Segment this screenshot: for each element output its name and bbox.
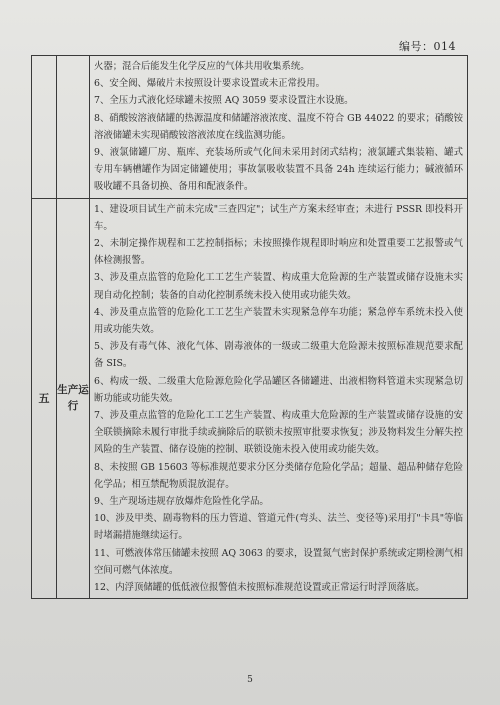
page-number: 5	[247, 675, 253, 685]
table-row	[32, 198, 468, 599]
section-category-cell: 生产运行	[57, 198, 90, 599]
section-number-cell: 五	[32, 198, 57, 599]
list-item: 12、内浮顶储罐的低低液位报警值未按照标准规范设置或正常运行时浮顶落底。	[94, 582, 425, 594]
list-item: 11、可燃液体常压储罐未按照 AQ 3063 的要求，设置氮气密封保护系统或定期检测气相空间可燃气体浓度。	[94, 547, 463, 576]
section-items-cell	[90, 198, 468, 599]
list-item: 9、液氯储罐厂房、瓶库、充装场所或气化间未采用封闭式结构；液氯罐式集装箱、罐式专用车辆槽罐作为固定储罐使用；事故氯吸收装置不具备 24h 连续运行能力；碱液循环吸收罐不具备切换、备用和配液条件。	[94, 147, 463, 193]
list-item: 8、硝酸铵溶液储罐的热源温度和储罐溶液浓度、温度不符合 GB 44022 的要求；硝酸铵溶液储罐未实现硝酸铵溶液浓度在线监测功能。	[94, 112, 463, 141]
section-category-cell	[57, 56, 90, 199]
list-item: 9、生产现场违规存放爆炸危险性化学品。	[94, 496, 269, 508]
list-item: 1、建设项目试生产前未完成"三查四定"；试生产方案未经审查；未进行 PSSR 即投料开车。	[94, 203, 463, 232]
list-item: 7、全压力式液化烃球罐未按照 AQ 3059 要求设置注水设施。	[94, 95, 354, 107]
list-item: 5、涉及有毒气体、液化气体、剧毒液体的一级或二级重大危险源未按照标准规范要求配备 SIS。	[94, 341, 463, 370]
list-item: 2、未制定操作规程和工艺控制指标；未按照操作规程即时响应和处置重要工艺报警或气体检测报警。	[94, 238, 463, 267]
list-item: 4、涉及重点监管的危险化工工艺生产装置未实现紧急停车功能；紧急停车系统未投入使用或功能失效。	[94, 306, 463, 336]
table-row	[32, 56, 468, 199]
list-item: 6、构成一级、二级重大危险源危险化学品罐区各储罐进、出液相物料管道未实现紧急切断功能或功能失效。	[94, 375, 463, 404]
list-item: 火器；混合后能发生化学反应的气体共用收集系统。	[94, 61, 310, 72]
list-item: 10、涉及甲类、剧毒物料的压力管道、管道元件(弯头、法兰、变径等)采用打"卡具"等临时堵漏措施继续运行。	[94, 513, 463, 542]
list-item: 7、涉及重点监管的危险化工工艺生产装置、构成重大危险源的生产装置或储存设施的安全联锁摘除未履行审批手续或摘除后的联锁未按照审批要求恢复；涉及物料发生分解失控风险的生产装置、储存设施的控制、联锁设施未投入使用或功能失效。	[94, 410, 463, 456]
document-number: 编号：014	[399, 40, 456, 53]
section-items-cell	[90, 56, 468, 199]
section-number-cell	[32, 56, 57, 199]
hazard-criteria-table	[31, 55, 468, 599]
list-item: 6、安全阀、爆破片未按照设计要求设置或未正常投用。	[94, 78, 325, 90]
list-item: 8、未按照 GB 15603 等标准规范要求分区分类储存危险化学品；超量、超品种储存危险化学品；相互禁配物质混放混存。	[94, 461, 463, 490]
list-item: 3、涉及重点监管的危险化工工艺生产装置、构成重大危险源的生产装置或储存设施未实现自动化控制；装备的自动化控制系统未投入使用或功能失效。	[94, 272, 463, 301]
